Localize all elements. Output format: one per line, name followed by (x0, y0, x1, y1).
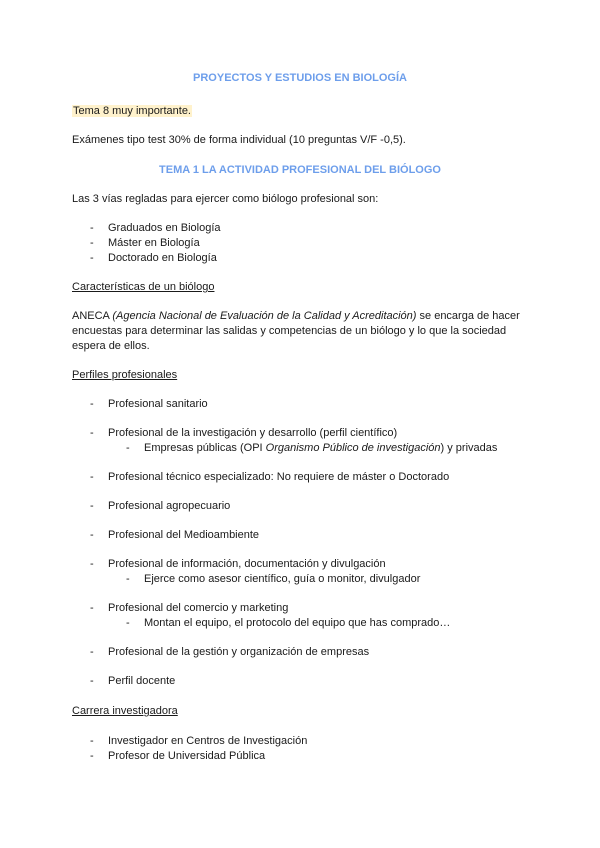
exam-note: Exámenes tipo test 30% de forma individual (10 preguntas V/F -0,5). (72, 134, 406, 146)
sub-list-item: Ejerce como asesor científico, guía o monitor, divulgador (144, 573, 421, 585)
carrera-heading: Carrera investigadora (72, 705, 178, 717)
section-title: TEMA 1 LA ACTIVIDAD PROFESIONAL DEL BIÓLOGO (159, 164, 441, 176)
bullet-dash: - (90, 602, 94, 614)
list-item: Graduados en Biología (108, 222, 221, 234)
bullet-dash: - (90, 427, 94, 439)
list-item: Profesor de Universidad Pública (108, 750, 266, 762)
highlight-note (72, 104, 192, 118)
bullet-dash: - (126, 573, 130, 585)
aneca-suffix: se encarga de hacer (416, 310, 520, 322)
aneca-prefix: ANECA (72, 310, 113, 322)
bullet-dash: - (90, 529, 94, 541)
bullet-dash: - (90, 735, 94, 747)
bullet-dash: - (126, 617, 130, 629)
list-item: Profesional de información, documentación y divulgación (108, 558, 386, 570)
caracteristicas-heading: Características de un biólogo (72, 281, 215, 293)
aneca-italic: (Agencia Nacional de Evaluación de la Calidad y Acreditación) (112, 310, 417, 322)
bullet-dash: - (90, 750, 94, 762)
sub-empresas-italic: Organismo Público de investigación (265, 442, 441, 454)
list-item: Perfil docente (108, 675, 176, 687)
sub-empresas-suffix: ) y privadas (440, 442, 498, 454)
aneca-line-3: espera de ellos. (72, 340, 150, 352)
bullet-dash: - (90, 471, 94, 483)
list-item: Profesional técnico especializado: No requiere de máster o Doctorado (108, 471, 450, 483)
list-item: Profesional de la investigación y desarrollo (perfil científico) (108, 427, 398, 439)
list-item: Profesional sanitario (108, 398, 208, 410)
bullet-dash: - (90, 252, 94, 264)
sub-empresas-prefix: Empresas públicas (OPI (144, 442, 266, 454)
sub-list-item (144, 441, 497, 455)
list-item: Profesional del Medioambiente (108, 529, 260, 541)
list-item: Máster en Biología (108, 237, 200, 249)
bullet-dash: - (90, 398, 94, 410)
aneca-line-1 (72, 309, 520, 323)
list-item: Investigador en Centros de Investigación (108, 735, 308, 747)
bullet-dash: - (90, 500, 94, 512)
bullet-dash: - (90, 646, 94, 658)
bullet-dash: - (126, 442, 130, 454)
perfiles-heading: Perfiles profesionales (72, 369, 178, 381)
list-item: Profesional agropecuario (108, 500, 231, 512)
list-item: Profesional del comercio y marketing (108, 602, 289, 614)
sub-list-item: Montan el equipo, el protocolo del equipo que has comprado… (144, 617, 451, 629)
list-item: Profesional de la gestión y organización de empresas (108, 646, 370, 658)
bullet-dash: - (90, 222, 94, 234)
main-title: PROYECTOS Y ESTUDIOS EN BIOLOGÍA (193, 72, 407, 84)
highlight-note-text: Tema 8 muy importante. (73, 105, 191, 117)
bullet-dash: - (90, 675, 94, 687)
aneca-line-2: encuestas para determinar las salidas y competencias de un biólogo y lo que la sociedad (72, 325, 507, 337)
list-item: Doctorado en Biología (108, 252, 217, 264)
intro-text: Las 3 vías regladas para ejercer como biólogo profesional son: (72, 193, 379, 205)
bullet-dash: - (90, 558, 94, 570)
bullet-dash: - (90, 237, 94, 249)
